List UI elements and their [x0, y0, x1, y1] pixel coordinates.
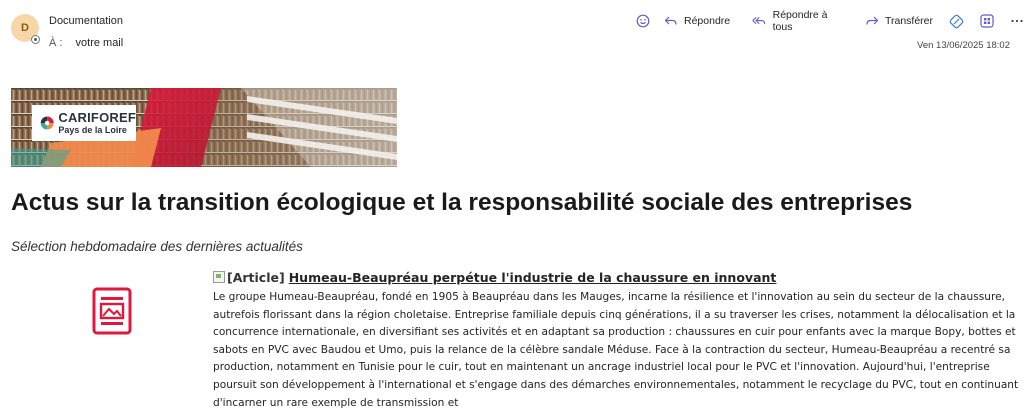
newsletter-subtitle: Sélection hebdomadaire des dernières actualités [11, 239, 303, 254]
forward-label: Transférer [884, 15, 933, 27]
logo-title: CARIFOREF [58, 110, 136, 125]
forward-icon [865, 15, 879, 27]
message-header [0, 0, 1024, 62]
reply-label: Répondre [684, 15, 731, 27]
avatar[interactable]: D [11, 14, 39, 42]
cariforef-logo-icon [40, 113, 54, 133]
sender-name[interactable]: Documentation [49, 15, 123, 27]
reply-all-icon [752, 15, 767, 27]
apps-button[interactable] [980, 14, 994, 28]
document-icon [92, 287, 132, 335]
newsletter-banner [11, 88, 397, 167]
link-button[interactable] [949, 14, 964, 29]
reply-all-label: Répondre à tous [772, 9, 828, 33]
article-tag: [Article] [227, 270, 285, 285]
presence-badge [31, 35, 40, 44]
newsletter-title: Actus sur la transition écologique et la responsabilité sociale des entreprises [11, 189, 913, 216]
forward-button[interactable] [865, 15, 933, 27]
emoji-icon [636, 14, 650, 28]
apps-icon [980, 14, 994, 28]
link-icon [949, 14, 964, 29]
received-date: Ven 13/06/2025 18:02 [917, 40, 1010, 51]
logo-text [58, 111, 136, 135]
more-button[interactable] [1010, 14, 1024, 28]
reply-icon [664, 15, 678, 27]
to-label: À : [49, 37, 63, 49]
article-summary: Le groupe Humeau-Beaupréau, fondé en 1905 à Beaupréau dans les Mauges, incarne la résilience et l'innovation au sein du secteur de la chaussure, autrefois florissant dans la région choletaise. Entreprise familiale depuis cinq générations, il a su traverser les crises, notamment la délocalisation et la concurrence internationale, en diversifiant ses activités et en adaptant sa production : chaussures en cuir pour enfants avec la marque Bopy, bottes et sabots en PVC avec Baudou et Umo, puis la relance de la célèbre sandale Méduse. Face à la contraction du secteur, Humeau-Beaupréau a recentré sa production, notamment en Tunisie pour le cuir, tout en maintenant un ancrage industriel local pour le PVC et l'innovation. Aujourd'hui, l'entreprise poursuit son développement à l'international et s'engage dans des démarches environnementales, notamment le recyclage du PVC, tout en continuant d'incarner un rare exemple de transmission et [213, 291, 1019, 409]
message-actions [636, 9, 1024, 33]
logo-subtitle: Pays de la Loire [58, 125, 127, 135]
article-link[interactable]: Humeau-Beaupréau perpétue l'industrie de la chaussure en innovant [288, 270, 777, 285]
emoji-reaction-button[interactable] [636, 14, 650, 28]
recipient-name[interactable]: votre mail [75, 37, 124, 49]
cariforef-logo[interactable] [32, 105, 136, 141]
article-heading [213, 270, 776, 285]
more-icon [1010, 14, 1024, 28]
broken-image-icon [213, 271, 225, 283]
recipient-line [49, 37, 123, 49]
reply-all-button[interactable] [752, 9, 843, 33]
reply-button[interactable] [664, 15, 730, 27]
